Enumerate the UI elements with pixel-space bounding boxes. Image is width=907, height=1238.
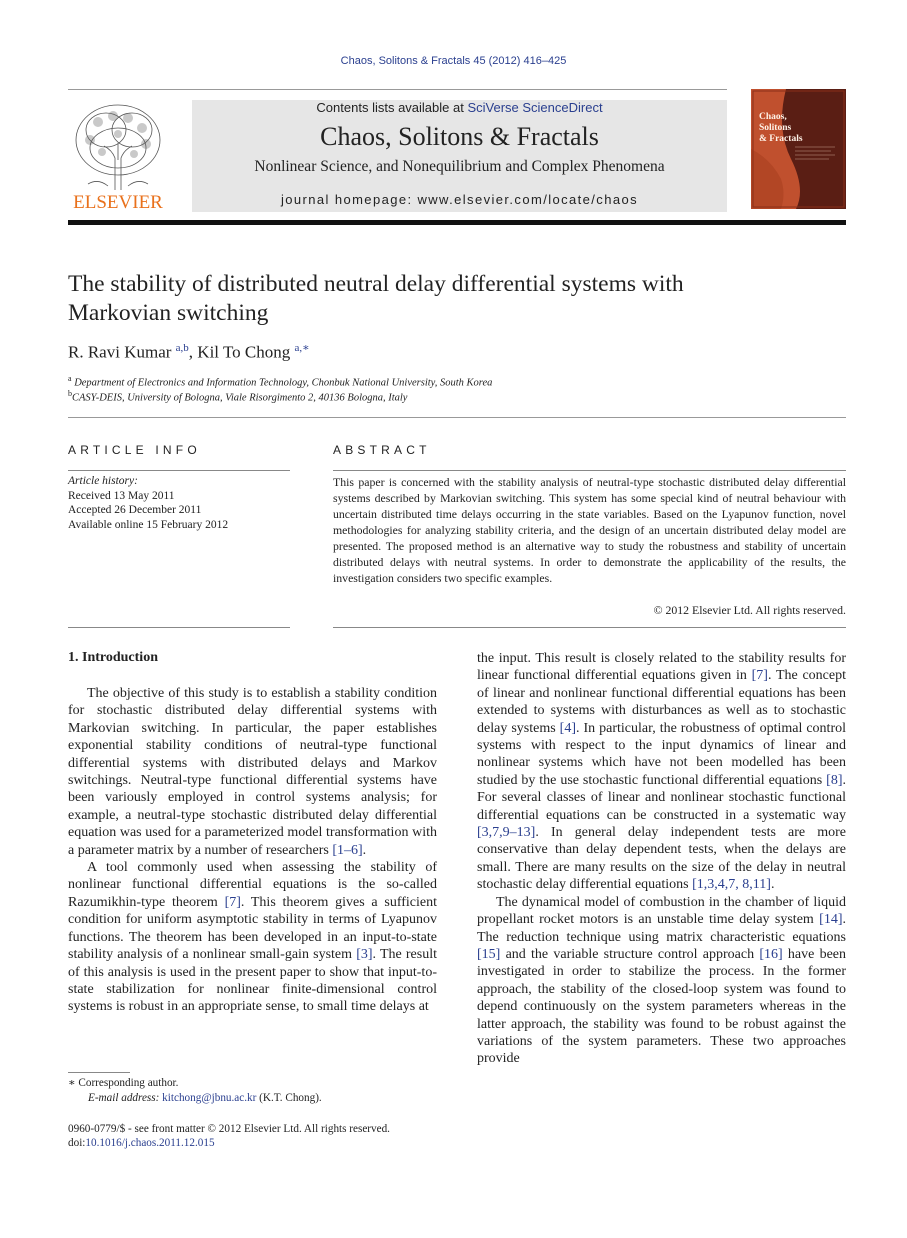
reference-link[interactable]: [8] xyxy=(826,772,843,788)
affiliation-text: Department of Electronics and Information Technology, Chonbuk National University, South Korea xyxy=(74,377,493,389)
body-text: the input. This result is closely related to the stability results for linear functional differential equations given in xyxy=(477,651,846,684)
elsevier-logo[interactable] xyxy=(68,100,168,210)
body-paragraph xyxy=(68,685,437,859)
journal-header-box xyxy=(192,100,727,212)
journal-cover-image-icon xyxy=(751,89,846,209)
body-text: . xyxy=(770,877,775,893)
history-label: Article history: xyxy=(68,475,138,487)
affiliation-a xyxy=(68,374,492,389)
body-paragraph xyxy=(68,859,437,1016)
abstract-heading: ABSTRACT xyxy=(333,443,431,457)
reference-link[interactable]: [7] xyxy=(224,894,241,910)
homepage-link[interactable]: www.elsevier.com/locate/chaos xyxy=(417,192,638,207)
journal-citation[interactable]: Chaos, Solitons & Fractals 45 (2012) 416–425 xyxy=(340,55,567,67)
body-paragraph xyxy=(477,650,846,894)
author-name[interactable]: R. Ravi Kumar xyxy=(68,342,172,362)
body-text: The dynamical model of combustion in the chamber of liquid propellant rocket motors is an unstable time delay system xyxy=(477,894,846,928)
header-thick-rule xyxy=(68,220,846,225)
accepted-date: Accepted 26 December 2011 xyxy=(68,504,202,516)
article-info-heading: ARTICLE INFO xyxy=(68,443,201,457)
affiliation-mark: b xyxy=(68,389,72,398)
email-label: E-mail address: xyxy=(88,1092,163,1104)
body-text: . In particular, the robustness of optimal control systems with respect to the input dynamics of linear and nonlinear systems which have not been modelled has been studied by the use stochastic functional differential equations xyxy=(477,720,847,788)
body-column-right xyxy=(477,650,846,1068)
footnote-rule xyxy=(68,1072,130,1073)
contents-line xyxy=(192,100,727,115)
article-history xyxy=(68,474,228,532)
reference-link[interactable]: [4] xyxy=(559,720,576,736)
reference-link[interactable]: [15] xyxy=(477,946,501,962)
body-text: . xyxy=(362,842,367,858)
author-affiliation-marks[interactable]: a,b xyxy=(175,342,189,354)
body-paragraph xyxy=(477,894,846,1068)
homepage-label: journal homepage: xyxy=(280,192,418,207)
body-text: have been investigated in order to stabilize the process. In the former approach, the stability of the closed-loop system was found to depend continuously on the system parameters whereas in the latter approach, the stability was found to be robust against the variations of the system parameters. These two approaches provide xyxy=(477,946,847,1067)
abstract-text: This paper is concerned with the stability analysis of neutral-type stochastic distributed delay differential systems described by Markovian switching. This system has some special kind of neutral behaviour with uncertain distributed time delays occurring in the state variables. Based on the Lyapunov function, novel methodologies for analyzing stability criteria, and the design of an uncertain distributed delay model are presented. The proposed method is an alternative way to study the robustness and stability of uncertain distributed delays with neutral systems. In order to demonstrate the applicability of the results, the investigation considers two specific examples. xyxy=(333,475,846,585)
available-date: Available online 15 February 2012 xyxy=(68,518,229,531)
abstract-copyright: © 2012 Elsevier Ltd. All rights reserved. xyxy=(653,603,846,617)
abstract-rule-top xyxy=(333,470,846,471)
body-text: . The concept of linear and nonlinear functional differential equations has been extended to systems with disturbances as well as to stochastic delay systems xyxy=(477,668,846,736)
journal-title: Chaos, Solitons & Fractals xyxy=(320,122,599,151)
body-text: A tool commonly used when assessing the stability of nonlinear functional differential equations is the so-called Razumikhin-type theorem xyxy=(68,860,437,910)
elsevier-tree-icon xyxy=(68,100,168,210)
doi-line xyxy=(68,1137,215,1149)
doi-link[interactable]: 10.1016/j.chaos.2011.12.015 xyxy=(85,1137,215,1149)
article-info-rule-top xyxy=(68,470,290,471)
elsevier-wordmark: ELSEVIER xyxy=(73,192,163,210)
body-column-left xyxy=(68,685,437,1016)
author-affiliation-marks[interactable]: a,∗ xyxy=(294,342,310,354)
author-list xyxy=(68,341,310,363)
corresponding-author-note: ∗ Corresponding author. xyxy=(68,1077,179,1089)
svg-text:Chaos, Solitons &: Chaos, Solitons & Fractals xyxy=(759,112,803,144)
reference-link[interactable]: [7] xyxy=(751,668,768,684)
abstract-rule-bottom xyxy=(333,627,846,628)
body-text: The objective of this study is to establish a stability condition for stochastic distributed delay differential systems with Markovian switching. In particular, the paper establishes exponential stability conditions of neutral-type functional differential systems with distributed delays and Markov switchings. Neutral-type functional differential systems have been variously employed in control systems analysis; for example, a neutral-type stochastic distributed delay differential equation was used for a parameterized model transformation with a parameter matrix by a number of researchers xyxy=(68,686,437,858)
body-text: . For several classes of linear and nonlinear stochastic functional differential equations can be constructed in a systematic way xyxy=(477,772,846,823)
body-text: . In general delay independent tests are more conservative than delay dependent tests, when the delays are small. There are many results on the size of the delay in neutral stochastic delay differential equations xyxy=(477,825,846,893)
body-text: . This theorem gives a sufficient condition for uniform asymptotic stability in terms of Lyapunov functions. The theorem has been developed in an input-to-state stability analysis of a nonlinear small-gain system xyxy=(68,894,437,963)
article-title: The stability of distributed neutral delay differential systems with Markovian switching xyxy=(68,271,684,326)
author-separator: , xyxy=(188,342,198,362)
author-name[interactable]: Kil To Chong xyxy=(197,342,291,362)
reference-link[interactable]: [3,7,9–13] xyxy=(477,825,536,841)
reference-link[interactable]: [3] xyxy=(356,947,373,963)
sciencedirect-link[interactable]: SciVerse ScienceDirect xyxy=(467,100,603,115)
journal-homepage-line xyxy=(192,192,727,207)
contents-prefix: Contents lists available at xyxy=(316,100,468,115)
affiliation-rule xyxy=(68,417,846,418)
doi-prefix: doi: xyxy=(68,1137,86,1149)
reference-link[interactable]: [1,3,4,7, 8,11] xyxy=(692,877,771,893)
affiliation-mark: a xyxy=(68,374,72,383)
header-top-rule xyxy=(68,89,727,90)
affiliation-text: CASY-DEIS, University of Bologna, Viale Risorgimento 2, 40136 Bologna, Italy xyxy=(72,392,408,404)
affiliation-b xyxy=(68,389,407,404)
article-info-rule-bottom xyxy=(68,627,290,628)
journal-subtitle: Nonlinear Science, and Nonequilibrium and Complex Phenomena xyxy=(254,158,665,175)
body-text: and the variable structure control approach xyxy=(500,946,760,962)
journal-cover[interactable] xyxy=(751,89,846,209)
email-suffix: (K.T. Chong). xyxy=(256,1092,322,1104)
reference-link[interactable]: [16] xyxy=(759,946,783,962)
email-link[interactable]: kitchong@jbnu.ac.kr xyxy=(162,1092,257,1104)
reference-link[interactable]: [1–6] xyxy=(332,842,363,858)
received-date: Received 13 May 2011 xyxy=(68,489,175,502)
body-text: . The reduction technique using matrix characteristic equations xyxy=(477,912,846,945)
issn-line: 0960-0779/$ - see front matter © 2012 Elsevier Ltd. All rights reserved. xyxy=(68,1123,390,1135)
body-text: . The result of this analysis is used in the present paper to show that input-to-state stabilization for nonlinear finite-dimensional control systems is robust in an appropriate sense, to small time delays at xyxy=(68,947,437,1015)
email-footnote xyxy=(88,1092,322,1104)
section-heading: 1. Introduction xyxy=(68,650,158,665)
reference-link[interactable]: [14] xyxy=(819,912,843,928)
